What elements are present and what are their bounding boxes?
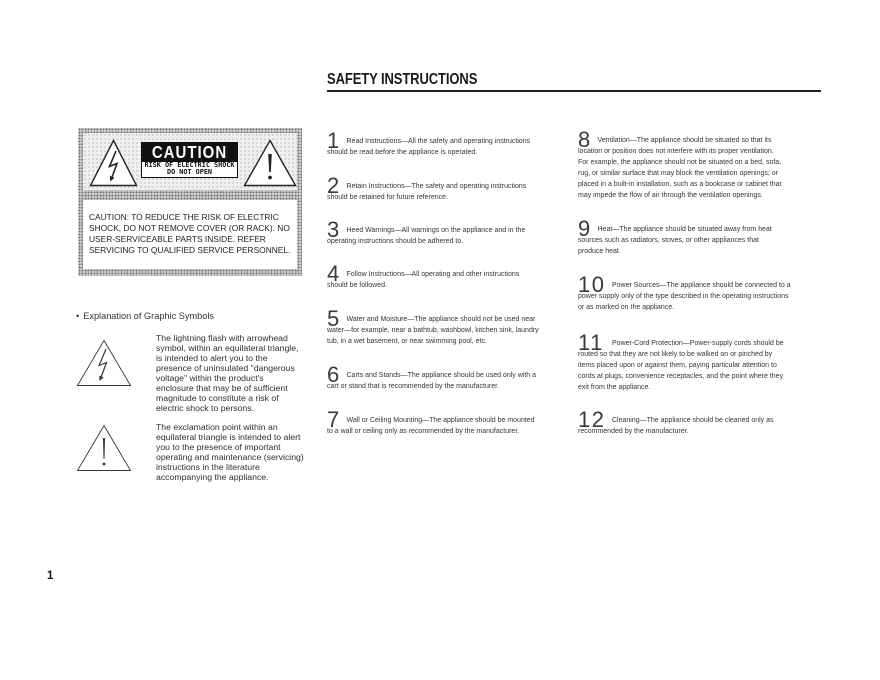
graphic-symbols-heading	[76, 311, 214, 321]
instruction-item	[327, 172, 527, 203]
instruction-item	[578, 329, 784, 393]
instruction-text-line: operating instructions should be adhered to.	[327, 237, 464, 245]
description-line: The exclamation point within an	[156, 422, 278, 432]
instruction-text-line: Read Instructions—All the safety and operating instructions	[346, 137, 531, 145]
instruction-text-line: rug, or similar surface that may block the ventilation openings; or	[578, 169, 778, 177]
instruction-text-line: recommended by the manufacturer.	[578, 427, 689, 435]
instruction-text-line: Retain Instructions—The safety and operating instructions	[346, 182, 527, 190]
instruction-text-line: to a wall or ceiling only as recommended by the manufacturer.	[327, 427, 520, 435]
exclamation-triangle-icon	[243, 139, 297, 187]
caution-label	[141, 142, 238, 178]
page-number: 1	[47, 570, 54, 582]
instruction-item	[578, 406, 774, 437]
description-line: enclosure that may be of sufficient	[156, 383, 288, 393]
description-line: instructions in the literature	[156, 462, 260, 472]
caution-box	[78, 128, 302, 276]
instruction-item	[578, 215, 772, 257]
exclamation-symbol-description	[156, 422, 304, 482]
instruction-text-line: location or position does not interfere with its proper ventilation.	[578, 147, 774, 155]
caution-label-line: DO NOT OPEN	[166, 168, 212, 176]
description-line: operating and maintenance (servicing)	[156, 452, 304, 462]
instruction-text-line: may impede the flow of air through the ventilation openings.	[578, 191, 763, 199]
graphic-symbols-heading-text: Explanation of Graphic Symbols	[83, 311, 214, 321]
caution-label-line: RISK OF ELECTRIC SHOCK	[144, 161, 235, 169]
lightning-symbol-description	[156, 333, 298, 413]
instruction-text-line: should be read before the appliance is operated.	[327, 148, 478, 156]
description-line: you to the presence of important	[156, 442, 281, 452]
caution-warning-line: SERVICING TO QUALIFIED SERVICE PERSONNEL.	[89, 244, 291, 255]
instruction-item	[327, 361, 537, 392]
caution-warning-line: CAUTION: TO REDUCE THE RISK OF ELECTRIC	[89, 211, 279, 222]
instruction-item	[327, 260, 520, 291]
bullet: •	[76, 311, 80, 321]
instruction-number: 7	[327, 406, 340, 432]
description-line: equilateral triangle is intended to alert	[156, 432, 301, 442]
instruction-text-line: or as marked on the appliance.	[578, 303, 675, 311]
instruction-text-line: water—for example, near a bathtub, washbowl, kitchen sink, laundry	[327, 326, 539, 334]
description-line: magnitude to constitute a risk of	[156, 393, 279, 403]
instruction-text-line: routed so that they are not likely to be walked on or pinched by	[578, 350, 773, 358]
instruction-text-line: should be retained for future reference.	[327, 193, 449, 201]
caution-warning-text	[89, 212, 290, 256]
instruction-item	[327, 127, 531, 158]
instruction-text-line: Cleaning—The appliance should be cleaned only as	[612, 416, 774, 424]
instruction-text-line: Wall or Ceiling Mounting—The appliance should be mounted	[346, 416, 535, 424]
instruction-text-line: sources such as radiators, stoves, or other appliances that	[578, 236, 759, 244]
instruction-item	[578, 271, 791, 313]
instruction-text-line: Carts and Stands—The appliance should be used only with a	[346, 371, 537, 379]
instruction-text-line: power supply only of the type described in the operating instructions	[578, 292, 789, 300]
instruction-number: 12	[578, 406, 606, 432]
description-line: is intended to alert you to the	[156, 353, 268, 363]
instruction-text-line: Heed Warnings—All warnings on the appliance and in the	[346, 226, 526, 234]
instruction-item	[327, 216, 526, 247]
instruction-number: 5	[327, 305, 340, 331]
instruction-number: 2	[327, 172, 340, 198]
description-line: accompanying the appliance.	[156, 472, 269, 482]
instruction-number: 11	[578, 329, 604, 355]
instruction-text-line: Power Sources—The appliance should be connected to a	[612, 281, 791, 289]
instruction-item	[578, 126, 782, 201]
instruction-text-line: produce heat.	[578, 247, 621, 255]
instruction-text-line: Follow Instructions—All operating and other instructions	[346, 270, 520, 278]
instruction-text-line: tub, in a wet basement, or near swimming pool, etc.	[327, 337, 487, 345]
instruction-text-line: Ventilation—The appliance should be situated so that its	[597, 136, 772, 144]
caution-warning-line: SHOCK, DO NOT REMOVE COVER (OR RACK). NO	[89, 222, 290, 233]
instruction-text-line: items placed upon or against them, paying particular attention to	[578, 361, 777, 369]
lightning-triangle-icon	[76, 339, 132, 387]
exclamation-triangle-icon	[76, 424, 132, 472]
instruction-number: 3	[327, 216, 340, 242]
page-title: SAFETY INSTRUCTIONS	[327, 69, 478, 88]
description-line: symbol, within an equilateral triangle,	[156, 343, 299, 353]
caution-label-title-bar	[142, 143, 237, 162]
instruction-number: 4	[327, 260, 340, 286]
caution-label-title: CAUTION	[151, 142, 228, 163]
instruction-text-line: placed in a built-in installation, such as a bookcase or cabinet that	[578, 180, 782, 188]
description-line: electric shock to persons.	[156, 403, 255, 413]
lightning-triangle-icon	[89, 139, 138, 187]
instruction-number: 6	[327, 361, 340, 387]
description-line: presence of uninsulated "dangerous	[156, 363, 295, 373]
description-line: The lightning flash with arrowhead	[156, 333, 288, 343]
instruction-text-line: cords at plugs, convenience receptacles, and the point where they	[578, 372, 784, 380]
title-underline-rule	[327, 90, 821, 92]
instruction-text-line: should be followed.	[327, 281, 387, 289]
instruction-text-line: exit from the appliance.	[578, 383, 651, 391]
instruction-number: 8	[578, 126, 591, 152]
instruction-number: 1	[327, 127, 340, 153]
instruction-text-line: For example, the appliance should not be situated on a bed, sofa,	[578, 158, 782, 166]
instruction-item	[327, 406, 535, 437]
instruction-number: 9	[578, 215, 591, 241]
instruction-text-line: Water and Moisture—The appliance should not be used near	[346, 315, 536, 323]
caution-warning-line: USER-SERVICEABLE PARTS INSIDE. REFER	[89, 233, 266, 244]
description-line: voltage" within the product's	[156, 373, 264, 383]
instruction-text-line: Power-Cord Protection—Power-supply cords should be	[612, 339, 784, 347]
instruction-text-line: cart or stand that is recommended by the manufacturer.	[327, 382, 499, 390]
instruction-text-line: Heat—The appliance should be situated away from heat	[597, 225, 772, 233]
instruction-number: 10	[578, 271, 606, 297]
instruction-item	[327, 305, 539, 347]
